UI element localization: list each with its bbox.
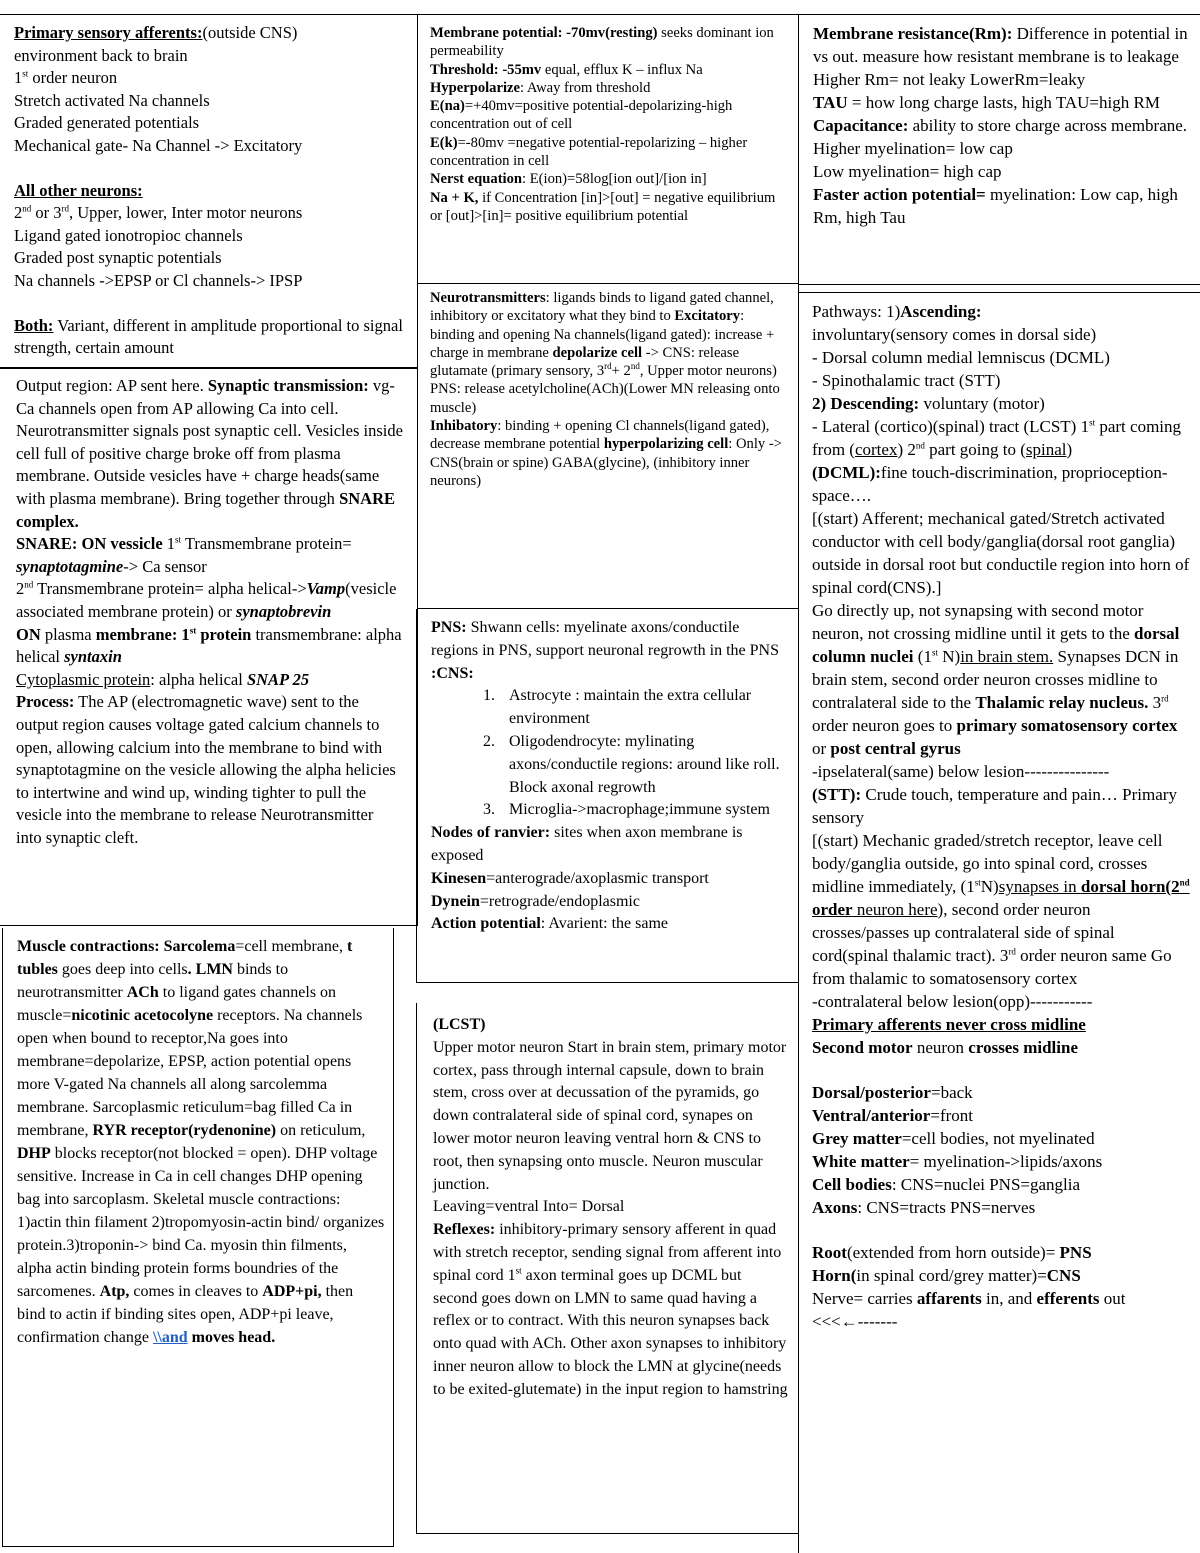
text-line: Mechanical gate- Na Channel -> Excitatory — [14, 135, 303, 155]
lcst-title: (LCST) — [433, 1016, 486, 1033]
term-line: Cell bodies: CNS=nuclei PNS=ganglia — [812, 1175, 1081, 1194]
faster-ap-paragraph: Faster action potential= myelination: Low cap, high Rm, high Tau — [813, 185, 1178, 227]
na-k-equilibrium-line: Na + K, if Concentration [in]>[out] = negative equilibrium or [out]>[in]= positive equilibrium potential — [430, 189, 776, 224]
snare-membrane-paragraph: ON plasma membrane: 1st protein transmembrane: alpha helical syntaxin — [16, 624, 402, 667]
nerve-line: Nerve= carries affarents in, and efferents out — [812, 1289, 1126, 1308]
horn-line: Horn(in spinal cord/grey matter)=CNS — [812, 1266, 1081, 1285]
process-paragraph: Process: The AP (electromagnetic wave) sent to the output region causes voltage gated calcium channels to open, allowing calcium into the membrane to bind with synaptotagmine on the vesicle allowing the alpha helicies to intertwine and wind up, winding tighter to pull the vesicle into the membrane to release Neurotransmitter into synaptic cleft. — [16, 692, 396, 847]
resting-potential-line: Membrane potential: -70mv(resting) seeks dominant ion permeability — [430, 25, 774, 60]
nodes-of-ranvier-paragraph: Nodes of ranvier: sites when axon membrane is exposed — [431, 824, 743, 864]
reflexes-paragraph: Reflexes: inhibitory-primary sensory afferent in quad with stretch receptor, sending signal from afferent into spinal cord 1st axon terminal goes up DCML but second goes down on LMN to same quad having a reflex or to contract. With this neuron synapses back onto quad with ACh. Other axon synapses to inhibitory inner neuron allow to block the LMN at glycine(needs to be exited-glutemate) in the input region to hamstring — [433, 1221, 788, 1398]
text-line: 1st order neuron — [14, 68, 118, 88]
list-item: 3. Microglia->macrophage;immune system — [499, 799, 788, 822]
term-line: Grey matter=cell bodies, not myelinated — [812, 1129, 1095, 1148]
midline-line: Second motor neuron crosses midline — [812, 1038, 1079, 1057]
hyperpolarize-line: Hyperpolarize: Away from threshold — [430, 79, 651, 96]
pns-cns-section — [416, 609, 799, 983]
membrane-resistance-paragraph: Membrane resistance(Rm): Difference in potential in vs out. measure how resistant membrane is to leakage — [813, 24, 1188, 66]
dcml-line: (DCML):fine touch-discrimination, proprioception-space…. — [812, 463, 1168, 505]
list-item: 1. Astrocyte : maintain the extra cellular environment — [499, 685, 788, 731]
text-line: Na channels ->EPSP or Cl channels-> IPSP — [14, 270, 303, 290]
lcst-paragraph: Upper motor neuron Start in brain stem, primary motor cortex, pass through internal capsule, down to brain stem, cross over at decussation of the pyramids, go down contralateral side of spinal cord, synapes on lower motor neuron leaving ventral horn & CNS to root, then synapsing onto muscle. Neuron muscular junction. — [433, 1038, 787, 1193]
action-potential-line: Action potential: Avarient: the same — [431, 915, 668, 933]
tau-paragraph: TAU = how long charge lasts, high TAU=high RM — [813, 93, 1160, 112]
cns-heading: :CNS: — [431, 664, 474, 682]
term-line: White matter= myelination->lipids/axons — [812, 1152, 1103, 1171]
nerst-equation-line: Nerst equation: E(ion)=58log[ion out]/[ion in] — [430, 171, 707, 188]
e-k-line: E(k)=-80mv =negative potential-repolarizing – higher concentration in cell — [430, 134, 748, 170]
muscle-paragraph: Muscle contractions: Sarcolema=cell membrane, t tubles goes deep into cells. LMN binds to neurotransmitter ACh to ligand gates channels on muscle=nicotinic acetocolyne receptors. Na channels open when bound to receptor,Na goes into membrane=depolarize, EPSP, action potential opens more V-gated Na channels all along sarcolemma membrane. Sarcoplasmic reticulum=bag filled Ca in membrane, RYR receptor(rydenonine) on reticulum, DHP blocks receptor(not blocked = open). DHP voltage sensitive. Increase in Ca in cell changes DHP opening bag into sarcoplasm. Skeletal muscle contractions: 1)actin thin filament 2)tropomyosin-actin bind/ organizes protein.3)troponin-> bind Ca. myosin thin filments, alpha actin binding protein forms boundries of the sarcomenes. Atp, comes in cleaves to ADP+pi, then bind to actin if binding sites open, ADP+pi leave, confirmation change \\and moves head. — [17, 938, 385, 1346]
text-line: - Spinothalamic tract (STT) — [812, 371, 1001, 390]
and-link[interactable]: \\and — [152, 1329, 188, 1346]
lcst-section — [416, 1003, 799, 1534]
text-line: Graded post synaptic potentials — [14, 248, 222, 268]
dcml-start-paragraph: [(start) Afferent; mechanical gated/Stretch activated conductor with cell body/ganglia(dorsal root ganglia) outside in dorsal root but conductile region into horn of spinal cord(CNS).] — [812, 509, 1190, 597]
midline-line: Primary afferents never cross midline — [812, 1015, 1086, 1034]
text-line: involuntary(sensory comes in dorsal side) — [812, 325, 1097, 344]
text-line: -ipselateral(same) below lesion--------------- — [812, 762, 1110, 781]
primary-afferents-line: Primary sensory afferents:(outside CNS) — [14, 23, 298, 42]
pathways-section — [798, 292, 1200, 1553]
synaptic-transmission-section — [0, 368, 418, 926]
neurotransmitters-paragraph: Neurotransmitters: ligands binds to ligand gated channel, inhibitory or excitatory what they bind to Excitatory: binding and opening Na channels(ligand gated): increase + charge in membrane depolarize cell -> CNS: release glutamate (primary sensory, 3rd+ 2nd, Upper motor neurons) PNS: release acetylcholine(ACh)(Lower MN releasing onto muscle) — [430, 290, 780, 416]
text-line: Graded generated potentials — [14, 113, 200, 133]
text-line: - Dorsal column medial lemniscus (DCML) — [812, 348, 1110, 367]
e-na-line: E(na)=+40mv=positive potential-depolarizing-high concentration out of cell — [430, 98, 733, 133]
membrane-potential-section — [418, 14, 799, 284]
glial-cell-list — [431, 685, 788, 822]
text-line: -contralateral below lesion(opp)----------- — [812, 992, 1093, 1011]
kinesen-line: Kinesen=anterograde/axoplasmic transport — [431, 869, 709, 887]
root-line: Root(extended from horn outside)= PNS — [812, 1243, 1092, 1262]
primary-afferents-section — [0, 14, 418, 368]
pns-paragraph: PNS: Shwann cells: myelinate axons/conductile regions in PNS, support neuronal regrowth in the PNS — [431, 619, 779, 659]
term-line: Axons: CNS=tracts PNS=nerves — [812, 1198, 1036, 1217]
capacitance-paragraph: Capacitance: ability to store charge across membrane. Higher myelination= low cap — [813, 116, 1188, 158]
stt-paragraph: [(start) Mechanic graded/stretch receptor, leave cell body/ganglia outside, go into spinal cord, crosses midline immediately, (1stN)synapses in dorsal horn(2nd order neuron here), second order neuron crosses/passes up contralateral side of spinal cord(spinal thalamic tract). 3rd order neuron same Go from thalamic to somatosensory cortex — [812, 831, 1190, 988]
other-neurons-heading: All other neurons: — [14, 180, 143, 200]
text-line: Stretch activated Na channels — [14, 90, 210, 110]
term-line: Dorsal/posterior=back — [812, 1083, 973, 1102]
synaptic-paragraph: Output region: AP sent here. Synaptic transmission: vg- Ca channels open from AP allowing Ca into cell. Neurotransmitter signals post synaptic cell. Vesicles inside cell full of positive charge broke off from plasma membrane. Outside vesicles have + charge heads(same with plasma membrane). Bring together through SNARE complex. — [16, 376, 403, 531]
threshold-line: Threshold: -55mv equal, efflux K – influx Na — [430, 61, 703, 78]
term-line: Ventral/anterior=front — [812, 1106, 973, 1125]
lcst-line: - Lateral (cortico)(spinal) tract (LCST) 1st part coming from (cortex) 2nd part going to (spinal) — [812, 417, 1182, 459]
text-line: environment back to brain — [14, 45, 188, 65]
text-line: Higher Rm= not leaky LowerRm=leaky — [813, 70, 1086, 89]
snare-vamp-paragraph: 2nd Transmembrane protein= alpha helical->Vamp(vesicle associated membrane protein) or synaptobrevin — [16, 579, 397, 621]
cytoplasmic-protein-paragraph: Cytoplasmic protein: alpha helical SNAP 25 — [16, 669, 310, 689]
text-line: 2nd or 3rd, Upper, lower, Inter motor neurons — [14, 203, 303, 223]
both-paragraph: Both: Variant, different in amplitude proportional to signal strength, certain amount — [14, 315, 403, 358]
primary-afferents-heading: Primary sensory afferents: — [14, 23, 203, 42]
inhibatory-paragraph: Inhibatory: binding + opening Cl channels(ligand gated), decrease membrane potential hyperpolarizing cell: Only -> CNS(brain or spine) GABA(glycine), (inhibitory inner neurons) — [430, 418, 782, 489]
snare-vesicle-paragraph: SNARE: ON vessicle 1st Transmembrane protein= synaptotagmine-> Ca sensor — [16, 534, 352, 576]
list-item: 2. Oligodendrocyte: mylinating axons/conductile regions: around like roll. Block axonal regrowth — [499, 731, 788, 799]
dcml-route-paragraph: Go directly up, not synapsing with second motor neuron, not crossing midline until it gets to the dorsal column nuclei (1st N)in brain stem. Synapses DCN in brain stem, second order neuron crosses midline to contralateral side to the Thalamic relay nucleus. 3rd order neuron goes to primary somatosensory cortex or post central gyrus — [812, 601, 1180, 758]
membrane-resistance-section — [798, 14, 1200, 285]
ascending-line: Pathways: 1)Ascending: — [812, 302, 982, 321]
stt-line: (STT): Crude touch, temperature and pain… Primary sensory — [812, 785, 1177, 827]
dynein-line: Dynein=retrograde/endoplasmic — [431, 892, 640, 910]
text-line: Low myelination= high cap — [813, 162, 1002, 181]
arrow-line: <<<←------- — [812, 1312, 898, 1331]
descending-line: 2) Descending: voluntary (motor) — [812, 394, 1045, 413]
neurotransmitters-section — [418, 284, 799, 609]
muscle-contractions-section — [2, 928, 394, 1547]
leaving-into-line: Leaving=ventral Into= Dorsal — [433, 1198, 625, 1216]
text-line: Ligand gated ionotropioc channels — [14, 225, 243, 245]
